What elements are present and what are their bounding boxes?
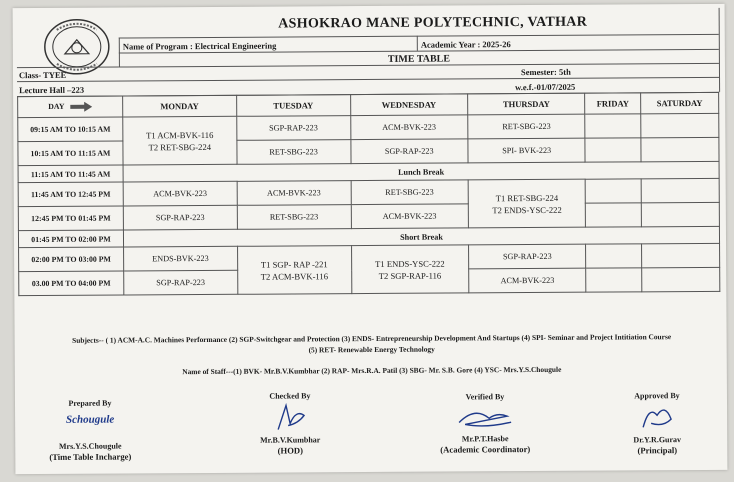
lecture-cell: RET-SBG-223 xyxy=(237,205,351,230)
empty-cell xyxy=(586,203,642,227)
subjects-line: Subjects-- ( 1) ACM-A.C. Machines Performance (2) SGP-Switchgear and Protection (3) ENDS- Entrepreneurship Development And Startups (4) SPI- Seminar and Project Intitiation Course xyxy=(72,332,672,345)
day-wednesday: WEDNESDAY xyxy=(350,94,468,116)
semester-label: Semester: 5th xyxy=(520,66,571,78)
day-header-cell xyxy=(18,96,123,118)
lecture-cell: ACM-BVK-223 xyxy=(350,115,468,140)
empty-cell xyxy=(642,267,720,291)
lecture-cell xyxy=(468,179,586,228)
day-friday: FRIDAY xyxy=(585,93,641,114)
signature-name: Mrs.Y.S.Chougule xyxy=(58,441,122,451)
staff-legend: Name of Staff---(1) BVK- Mr.B.V.Kumbhar (2) RAP- Mrs.R.A. Patil (3) SBG- Mr. S.B. Gore (4) YSC- Mrs.Y.S.Chougule xyxy=(182,364,562,377)
signature-prepared xyxy=(35,397,145,463)
signature-name: Mr.P.T.Hasbe xyxy=(461,434,509,444)
arrow-right-icon xyxy=(70,102,92,112)
empty-cell xyxy=(641,202,719,226)
empty-cell xyxy=(641,113,719,137)
empty-cell xyxy=(585,138,641,162)
time-slot: 03.00 PM TO 04:00 PM xyxy=(19,271,124,296)
lecture-cell: SPI- BVK-223 xyxy=(468,138,586,163)
empty-cell xyxy=(641,178,719,202)
day-tuesday: TUESDAY xyxy=(236,95,350,117)
subjects-legend xyxy=(27,331,717,357)
lecture-cell: SGP-RAP-223 xyxy=(124,270,238,295)
signature-role: (HOD) xyxy=(277,445,303,456)
time-slot: 11:15 AM TO 11:45 AM xyxy=(18,165,123,183)
lecture-cell xyxy=(123,116,237,165)
day-monday: MONDAY xyxy=(123,95,237,117)
time-slot: 11:45 AM TO 12:45 PM xyxy=(18,182,123,207)
lecture-cell: SGP-RAP-223 xyxy=(469,244,587,269)
signature-verified xyxy=(425,391,545,456)
lecture-cell: RET-SBG-223 xyxy=(468,114,586,139)
lecture-cell: SGP-RAP-223 xyxy=(237,116,351,141)
cell-line: T2 ENDS-YSC-222 xyxy=(492,204,562,215)
empty-cell xyxy=(641,137,719,161)
signature-scribble-icon xyxy=(260,401,320,431)
short-break: Short Break xyxy=(123,226,719,247)
lecture-cell: ENDS-BVK-223 xyxy=(124,246,238,271)
signature-heading: Verified By xyxy=(465,392,505,402)
lecture-cell: RET-SBG-223 xyxy=(351,180,469,205)
lecture-cell: SGP-RAP-223 xyxy=(350,139,468,164)
timetable-sheet xyxy=(13,4,728,474)
class-label: Class- TYEE xyxy=(18,69,67,81)
lecture-cell: ACM-BVK-223 xyxy=(351,204,469,229)
empty-cell xyxy=(586,244,642,268)
program-name: Name of Program : Electrical Engineering xyxy=(122,40,277,52)
signature-approved xyxy=(607,390,707,457)
college-name: ASHOKRAO MANE POLYTECHNIC, VATHAR xyxy=(278,14,588,32)
effective-date: w.e.f.-01/07/2025 xyxy=(515,81,576,93)
cell-line: T2 ACM-BVK-116 xyxy=(260,270,329,282)
signature-heading: Prepared By xyxy=(68,398,112,408)
cell-line: T2 SGP-RAP-116 xyxy=(378,270,442,281)
time-slot: 12:45 PM TO 01:45 PM xyxy=(18,206,123,231)
lecture-cell: ACM-BVK-223 xyxy=(469,268,587,293)
cell-line: T1 RET-SBG-224 xyxy=(495,192,559,203)
lecture-cell: SGP-RAP-223 xyxy=(123,205,237,230)
time-slot: 10:15 AM TO 11:15 AM xyxy=(18,141,123,166)
signature-name: Dr.Y.R.Gurav xyxy=(633,435,682,445)
day-saturday: SATURDAY xyxy=(641,92,719,113)
timetable-title: TIME TABLE xyxy=(387,53,451,65)
cell-line: T1 ENDS-YSC-222 xyxy=(375,258,445,269)
time-slot: 09:15 AM TO 10:15 AM xyxy=(18,117,123,142)
signature-role: (Academic Coordinator) xyxy=(440,444,531,455)
day-thursday: THURSDAY xyxy=(468,93,586,115)
signature-scribble: Schougule xyxy=(65,413,115,426)
signature-scribble-icon xyxy=(627,401,687,431)
lecture-cell: ACM-BVK-223 xyxy=(237,181,351,206)
cell-line: T1 ACM-BVK-116 xyxy=(146,129,214,140)
cell-line: T2 RET-SBG-224 xyxy=(148,141,212,152)
time-slot: 01:45 PM TO 02:00 PM xyxy=(18,230,123,248)
lecture-hall: Lecture Hall –223 xyxy=(19,84,85,96)
cell-line: T1 SGP- RAP -221 xyxy=(260,258,328,270)
empty-cell xyxy=(586,179,642,203)
lecture-cell xyxy=(237,246,351,295)
day-label: DAY xyxy=(48,101,65,111)
signature-role: (Principal) xyxy=(637,445,678,456)
signature-scribble-icon xyxy=(445,402,525,430)
signature-heading: Checked By xyxy=(269,391,311,401)
time-slot: 02:00 PM TO 03:00 PM xyxy=(19,247,124,272)
lunch-break: Lunch Break xyxy=(123,161,719,182)
signature-heading: Approved By xyxy=(634,391,680,401)
academic-year: Academic Year : 2025-26 xyxy=(420,39,511,50)
signature-role: (Time Table Incharge) xyxy=(49,451,132,462)
signature-checked xyxy=(240,390,340,457)
subjects-line: (5) RET- Renewable Energy Technology xyxy=(308,344,435,355)
lecture-cell: ACM-BVK-223 xyxy=(123,181,237,206)
empty-cell xyxy=(641,243,719,267)
lecture-cell xyxy=(351,245,469,294)
signature-name: Mr.B.V.Kumbhar xyxy=(260,435,321,445)
empty-cell xyxy=(585,114,641,138)
empty-cell xyxy=(586,268,642,292)
timetable-grid xyxy=(17,92,720,296)
lecture-cell: RET-SBG-223 xyxy=(237,140,351,165)
